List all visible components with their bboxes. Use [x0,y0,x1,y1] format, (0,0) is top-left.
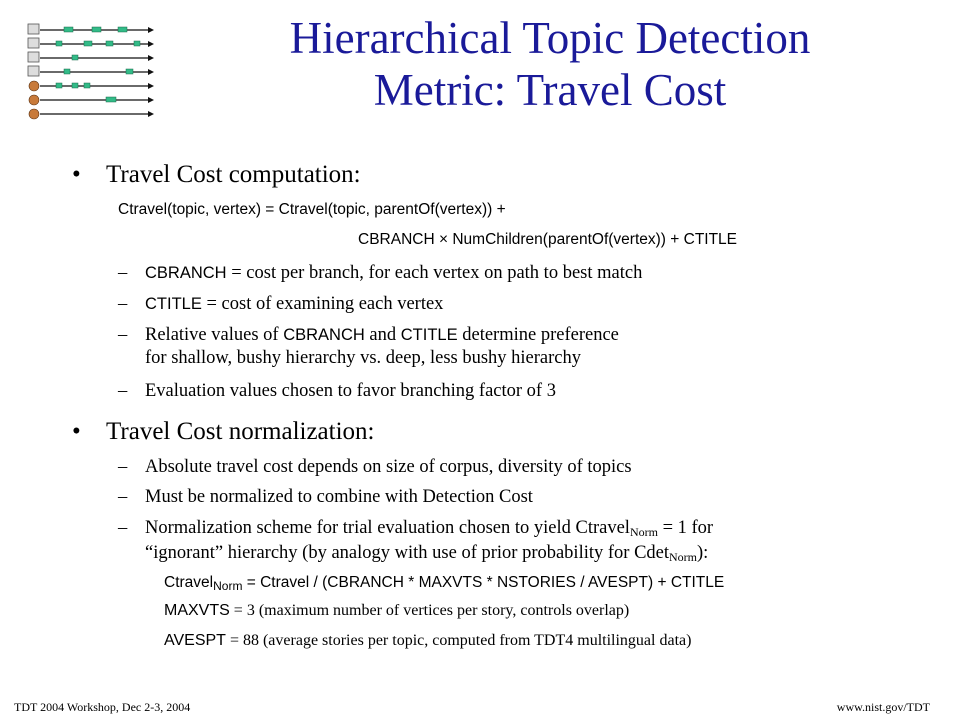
relative-values-line-2: for shallow, bushy hierarchy vs. deep, less bushy hierarchy [145,348,582,368]
cbranch-desc: = cost per branch, for each vertex on path to best match [231,263,643,283]
formula-cbranch: CBRANCH [358,231,435,248]
term-avespt: AVESPT [164,632,226,649]
bullet-heading: Travel Cost normalization: [106,418,375,445]
bullet-heading: Travel Cost computation: [106,161,361,188]
avespt-definition: AVESPT = 88 (average stories per topic, computed from TDT4 multilingual data) [164,632,692,649]
normalization-formula: Ctravel$_{Norm}$ = Ctravel / (CBRANCH * MAXVTS * NSTORIES / AVESPT) + CTITLE [164,574,725,593]
bullet-dot: • [72,161,81,188]
term-cbranch: CBRANCH [145,264,227,282]
term-cbranch-2: CBRANCH [283,326,365,344]
footer-left: TDT 2004 Workshop, Dec 2-3, 2004 [14,700,191,714]
term-maxvts: MAXVTS [164,602,230,619]
formula-line-2 [358,231,737,249]
formula-numchildren: NumChildren(parentOf(vertex)) + CTITLE [452,231,738,248]
ctitle-desc: = cost of examining each vertex [206,294,444,314]
term-ctitle: CTITLE [145,295,202,313]
title-line-1: Hierarchical Topic Detection [289,13,811,63]
tdt-logo [26,22,156,122]
slide-title [170,12,930,116]
normalization-scheme-line-2: “ignorant” hierarchy (by analogy with use of prior probability for Cdet$_{Norm}$): [145,543,709,564]
bullet-dot: • [72,418,81,445]
formula-line-1: Ctravel(topic, vertex) = Ctravel(topic, parentOf(vertex)) + [118,201,506,218]
footer-right: www.nist.gov/TDT [836,700,930,714]
title-line-2: Metric: Travel Cost [373,65,727,115]
term-ctitle-2: CTITLE [400,326,458,344]
times-symbol: × [438,231,449,248]
maxvts-definition: MAXVTS = 3 (maximum number of vertices per story, controls overlap) [164,602,630,619]
